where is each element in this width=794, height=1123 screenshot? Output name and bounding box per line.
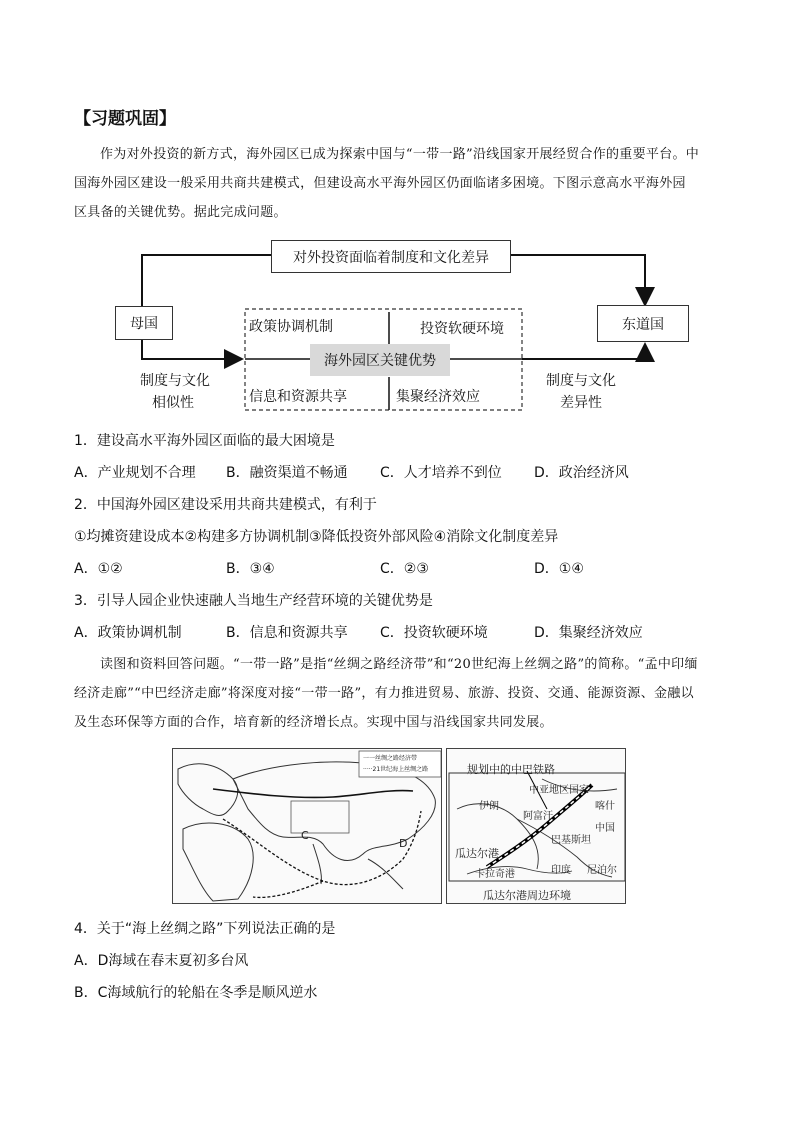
map-label-gwadar: 瓜达尔港 — [455, 847, 499, 860]
map-label-china: 中国 — [595, 823, 615, 834]
q4-stem: 4．关于“海上丝绸之路”下列说法正确的是 — [74, 921, 336, 937]
q2-items: ①均摊资建设成本②构建多方协调机制③降低投资外部风险④消除文化制度差异 — [74, 529, 559, 545]
q2-option-b: B．③④ — [226, 561, 275, 577]
diagram-left-label-1: 制度与文化 — [140, 373, 210, 389]
diagram-home-box: 母国 — [115, 306, 173, 340]
map-legend-sea: ·····21世纪海上丝绸之路 — [363, 766, 429, 773]
map-legend-land: 一一丝绸之路经济带 — [363, 755, 418, 762]
q1-option-b: B．融资渠道不畅通 — [226, 465, 348, 481]
q3-option-b: B．信息和资源共享 — [226, 625, 348, 641]
q1-stem: 1．建设高水平海外园区面临的最大困境是 — [74, 433, 335, 449]
q2-stem: 2．中国海外园区建设采用共商共建模式，有利于 — [74, 497, 377, 513]
q3-option-c: C．投资软硬环境 — [380, 625, 488, 641]
q3-stem: 3．引导人园企业快速融人当地生产经营环境的关键优势是 — [74, 593, 433, 609]
map-label-nepal: 尼泊尔 — [587, 865, 617, 876]
map-label-karachi: 卡拉奇港 — [475, 869, 515, 880]
map-label-iran: 伊朗 — [479, 801, 499, 812]
diagram — [0, 0, 794, 420]
intro-line-2: 国海外园区建设一般采用共商共建模式，但建设高水平海外园区仍面临诸多困境。下图示意高水平海外园 — [74, 176, 686, 191]
diagram-agglomeration-label: 集聚经济效应 — [396, 389, 480, 405]
diagram-host-box: 东道国 — [597, 305, 689, 342]
diagram-environment-label: 投资软硬环境 — [420, 321, 504, 337]
q4-option-a: A．D海域在春末夏初多台风 — [74, 953, 249, 969]
map-label-pakistan: 巴基斯坦 — [551, 835, 591, 846]
map-label-afghanistan: 阿富汗 — [523, 811, 553, 822]
section-heading: 【习题巩固】 — [74, 109, 176, 129]
gwadar-map — [446, 748, 626, 904]
map-label-d: D — [399, 837, 408, 850]
map-label-railway: 规划中的中巴铁路 — [467, 763, 555, 776]
map-label-c: C — [301, 829, 309, 842]
reading-line-2: 经济走廊”“中巴经济走廊”将深度对接“一带一路”，有力推进贸易、旅游、投资、交通、能源资源、金融以 — [74, 686, 694, 701]
diagram-left-label-2: 相似性 — [152, 395, 194, 411]
q3-option-d: D．集聚经济效应 — [534, 625, 643, 641]
map-label-central-asia: 中亚地区国家 — [529, 785, 589, 796]
map-label-india: 印度 — [551, 865, 571, 876]
diagram-info-label: 信息和资源共享 — [249, 389, 347, 405]
q1-option-d: D．政治经济风 — [534, 465, 629, 481]
q3-option-a: A．政策协调机制 — [74, 625, 182, 641]
intro-line-3: 区具备的关键优势。据此完成问题。 — [74, 205, 287, 220]
silk-road-map — [172, 748, 442, 904]
diagram-policy-label: 政策协调机制 — [249, 319, 333, 335]
map-label-kashi: 喀什 — [595, 801, 615, 812]
reading-paragraph — [74, 650, 724, 737]
intro-line-1: 作为对外投资的新方式，海外园区已成为探索中国与“一带一路”沿线国家开展经贸合作的重要平台。中 — [100, 147, 700, 162]
q1-option-a: A．产业规划不合理 — [74, 465, 196, 481]
diagram-top-box: 对外投资面临着制度和文化差异 — [271, 240, 511, 273]
reading-line-1: 读图和资料回答问题。“一带一路”是指“丝绸之路经济带”和“20世纪海上丝绸之路”的简称。“孟中印缅 — [100, 657, 698, 672]
q1-option-c: C．人才培养不到位 — [380, 465, 502, 481]
diagram-center-box: 海外园区关键优势 — [310, 344, 450, 376]
q2-option-c: C．②③ — [380, 561, 429, 577]
reading-line-3: 及生态环保等方面的合作，培育新的经济增长点。实现中国与沿线国家共同发展。 — [74, 715, 553, 730]
diagram-right-label-1: 制度与文化 — [546, 373, 616, 389]
diagram-right-label-2: 差异性 — [560, 395, 602, 411]
q2-option-a: A．①② — [74, 561, 123, 577]
q2-option-d: D．①④ — [534, 561, 584, 577]
q4-option-b: B．C海域航行的轮船在冬季是顺风逆水 — [74, 985, 318, 1001]
map-caption: 瓜达尔港周边环境 — [483, 889, 571, 902]
